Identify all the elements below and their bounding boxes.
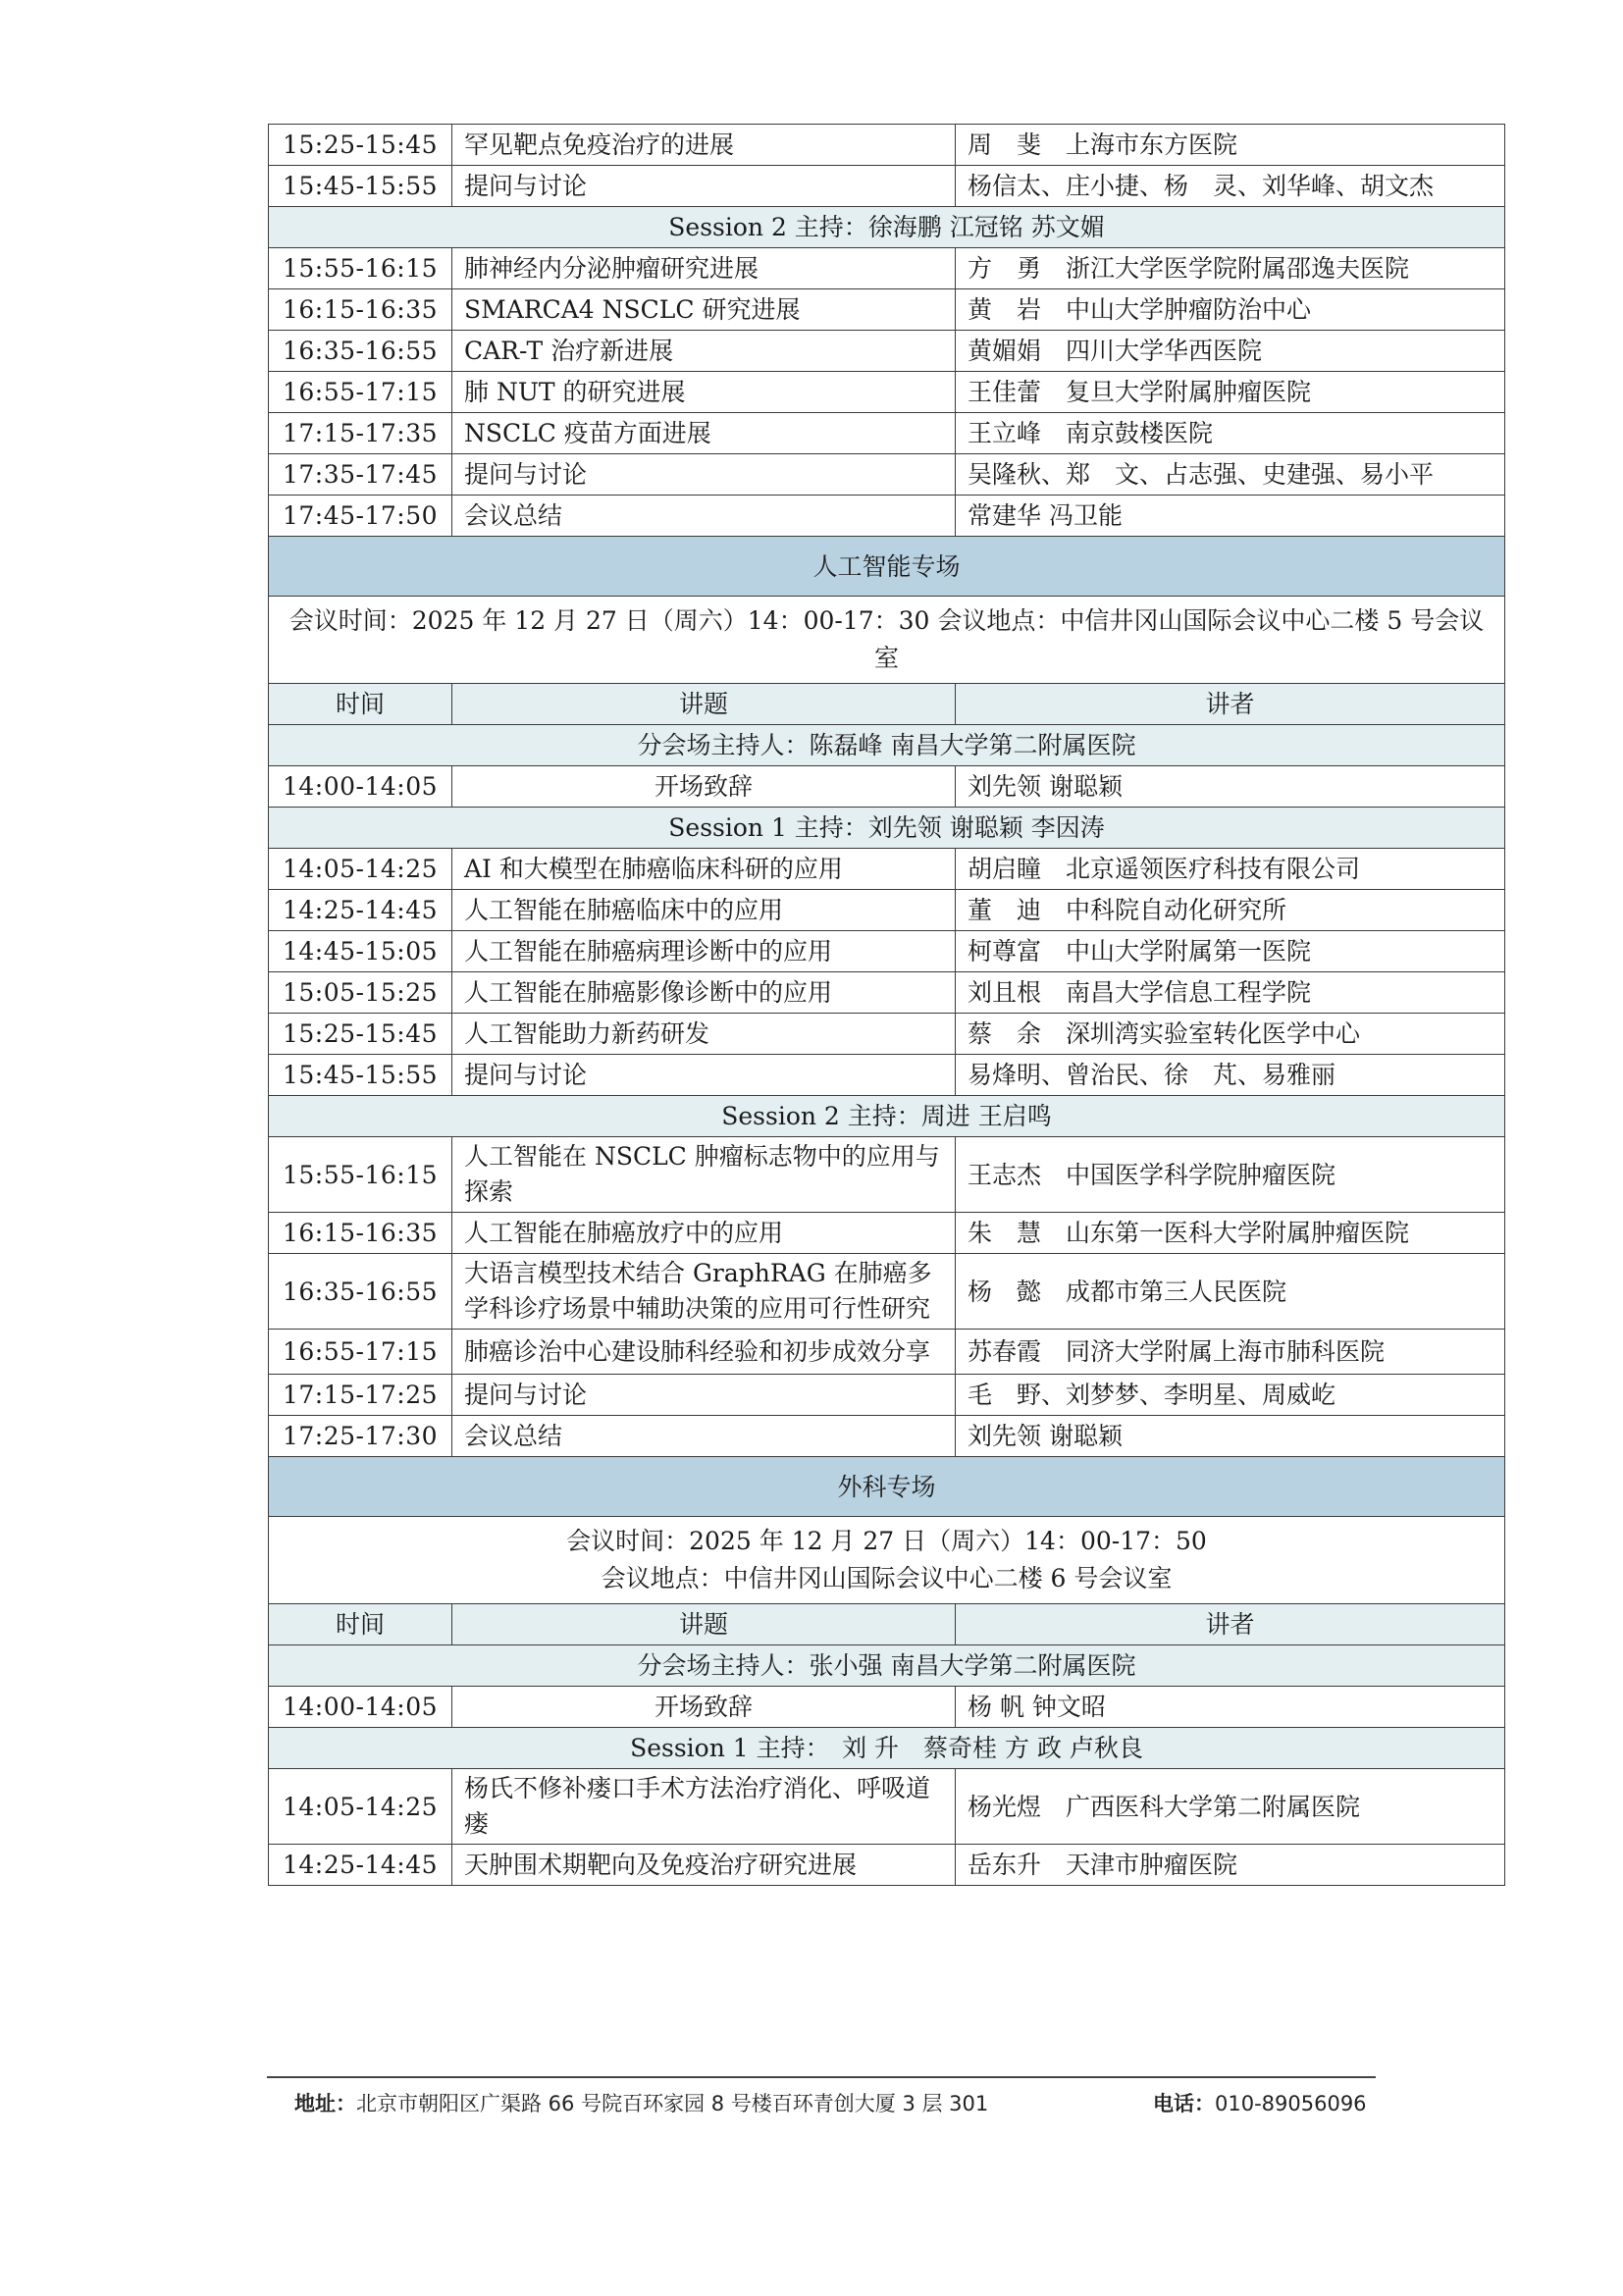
cell-time: 14:25-14:45: [269, 890, 452, 931]
table-row: [269, 413, 1505, 454]
cell-time: 15:05-15:25: [269, 972, 452, 1014]
table-row: [269, 1687, 1505, 1728]
cell-speaker: 方 勇 浙江大学医学院附属邵逸夫医院: [956, 248, 1505, 289]
session-row-text: Session 1 主持： 刘 升 蔡奇桂 方 政 卢秋良: [269, 1728, 1505, 1769]
cell-time: 14:00-14:05: [269, 1687, 452, 1728]
header-topic: 讲题: [452, 684, 956, 725]
cell-speaker: 苏春霞 同济大学附属上海市肺科医院: [956, 1330, 1505, 1375]
cell-speaker: 黄媚娟 四川大学华西医院: [956, 331, 1505, 372]
table-row: [269, 1014, 1505, 1055]
table-row: [269, 372, 1505, 413]
address-label: 地址：: [294, 2092, 356, 2115]
cell-topic: 肺 NUT 的研究进展: [452, 372, 956, 413]
cell-time: 16:55-17:15: [269, 1330, 452, 1375]
cell-time: 16:35-16:55: [269, 1254, 452, 1330]
table-header-row: [269, 1604, 1505, 1645]
cell-speaker: 岳东升 天津市肿瘤医院: [956, 1845, 1505, 1886]
cell-time: 17:25-17:30: [269, 1416, 452, 1457]
cell-speaker: 周 斐 上海市东方医院: [956, 125, 1505, 166]
cell-topic: 提问与讨论: [452, 454, 956, 496]
cell-speaker: 王佳蕾 复旦大学附属肿瘤医院: [956, 372, 1505, 413]
table-row: [269, 766, 1505, 808]
cell-time: 16:15-16:35: [269, 1213, 452, 1254]
moderator-row-text: 分会场主持人：陈磊峰 南昌大学第二附属医院: [269, 725, 1505, 766]
header-speaker: 讲者: [956, 684, 1505, 725]
cell-speaker: 王立峰 南京鼓楼医院: [956, 413, 1505, 454]
table-row: [269, 289, 1505, 331]
table-row: [269, 454, 1505, 496]
cell-time: 15:45-15:55: [269, 1055, 452, 1096]
cell-topic: 人工智能在肺癌放疗中的应用: [452, 1213, 956, 1254]
footer-address: [294, 2088, 1153, 2117]
section-title-text: 人工智能专场: [269, 537, 1505, 597]
cell-speaker: 王志杰 中国医学科学院肿瘤医院: [956, 1137, 1505, 1213]
cell-topic: 人工智能在 NSCLC 肿瘤标志物中的应用与探索: [452, 1137, 956, 1213]
cell-time: 15:45-15:55: [269, 166, 452, 207]
section-title-text: 外科专场: [269, 1457, 1505, 1517]
table-row: [269, 931, 1505, 972]
cell-time: 14:00-14:05: [269, 766, 452, 808]
cell-topic: 罕见靶点免疫治疗的进展: [452, 125, 956, 166]
cell-topic: 肺癌诊治中心建设肺科经验和初步成效分享: [452, 1330, 956, 1375]
cell-speaker: 胡启瞳 北京遥领医疗科技有限公司: [956, 849, 1505, 890]
cell-speaker: 吴隆秋、郑 文、占志强、史建强、易小平: [956, 454, 1505, 496]
cell-topic: 开场致辞: [452, 1687, 956, 1728]
cell-topic: 提问与讨论: [452, 166, 956, 207]
cell-topic: NSCLC 疫苗方面进展: [452, 413, 956, 454]
cell-time: 16:35-16:55: [269, 331, 452, 372]
cell-speaker: 杨信太、庄小捷、杨 灵、刘华峰、胡文杰: [956, 166, 1505, 207]
cell-speaker: 柯尊富 中山大学附属第一医院: [956, 931, 1505, 972]
cell-time: 15:55-16:15: [269, 248, 452, 289]
table-row: [269, 248, 1505, 289]
cell-topic: CAR-T 治疗新进展: [452, 331, 956, 372]
session-row: [269, 1728, 1505, 1769]
phone-text: 010-89056096: [1215, 2092, 1367, 2115]
table-row: [269, 1137, 1505, 1213]
address-text: 北京市朝阳区广渠路 66 号院百环家园 8 号楼百环青创大厦 3 层 301: [356, 2092, 989, 2115]
header-time: 时间: [269, 1604, 452, 1645]
cell-speaker: 朱 慧 山东第一医科大学附属肿瘤医院: [956, 1213, 1505, 1254]
section-title: [269, 1457, 1505, 1517]
cell-topic: 人工智能在肺癌临床中的应用: [452, 890, 956, 931]
cell-time: 17:35-17:45: [269, 454, 452, 496]
table-row: [269, 1416, 1505, 1457]
cell-topic: 人工智能在肺癌影像诊断中的应用: [452, 972, 956, 1014]
cell-topic: AI 和大模型在肺癌临床科研的应用: [452, 849, 956, 890]
table-row: [269, 1375, 1505, 1416]
cell-topic: 会议总结: [452, 496, 956, 537]
cell-speaker: 毛 野、刘梦梦、李明星、周威屹: [956, 1375, 1505, 1416]
table-row: [269, 1254, 1505, 1330]
session-row: [269, 207, 1505, 248]
cell-speaker: 易烽明、曾治民、徐 芃、易雅丽: [956, 1055, 1505, 1096]
cell-topic: 提问与讨论: [452, 1055, 956, 1096]
meeting-info: [269, 1517, 1505, 1604]
table-row: [269, 1055, 1505, 1096]
cell-topic: 人工智能助力新药研发: [452, 1014, 956, 1055]
cell-topic: 人工智能在肺癌病理诊断中的应用: [452, 931, 956, 972]
cell-speaker: 杨 帆 钟文昭: [956, 1687, 1505, 1728]
cell-speaker: 杨光煜 广西医科大学第二附属医院: [956, 1769, 1505, 1845]
cell-speaker: 杨 懿 成都市第三人民医院: [956, 1254, 1505, 1330]
session-row: [269, 808, 1505, 849]
cell-time: 17:15-17:25: [269, 1375, 452, 1416]
footer-phone: [1153, 2088, 1367, 2117]
cell-speaker: 刘且根 南昌大学信息工程学院: [956, 972, 1505, 1014]
cell-time: 15:25-15:45: [269, 1014, 452, 1055]
table-row: [269, 890, 1505, 931]
cell-time: 14:45-15:05: [269, 931, 452, 972]
table-row: [269, 331, 1505, 372]
cell-speaker: 董 迪 中科院自动化研究所: [956, 890, 1505, 931]
footer: [294, 2088, 1393, 2117]
table-row: [269, 1213, 1505, 1254]
table-row: [269, 1769, 1505, 1845]
table-row: [269, 496, 1505, 537]
cell-topic: 开场致辞: [452, 766, 956, 808]
section-title: [269, 537, 1505, 597]
session-row-text: Session 2 主持：徐海鹏 江冠铭 苏文媚: [269, 207, 1505, 248]
cell-topic: 大语言模型技术结合 GraphRAG 在肺癌多学科诊疗场景中辅助决策的应用可行性研究: [452, 1254, 956, 1330]
header-time: 时间: [269, 684, 452, 725]
cell-speaker: 刘先领 谢聪颖: [956, 766, 1505, 808]
moderator-row-text: 分会场主持人：张小强 南昌大学第二附属医院: [269, 1645, 1505, 1687]
cell-time: 16:15-16:35: [269, 289, 452, 331]
cell-time: 14:05-14:25: [269, 849, 452, 890]
table-row: [269, 1330, 1505, 1375]
session-row: [269, 1096, 1505, 1137]
table-row: [269, 1845, 1505, 1886]
phone-label: 电话：: [1153, 2092, 1215, 2115]
cell-speaker: 黄 岩 中山大学肿瘤防治中心: [956, 289, 1505, 331]
cell-time: 14:05-14:25: [269, 1769, 452, 1845]
cell-topic: 会议总结: [452, 1416, 956, 1457]
cell-speaker: 常建华 冯卫能: [956, 496, 1505, 537]
cell-time: 17:45-17:50: [269, 496, 452, 537]
session-row-text: Session 2 主持：周进 王启鸣: [269, 1096, 1505, 1137]
session-row-text: Session 1 主持：刘先领 谢聪颖 李因涛: [269, 808, 1505, 849]
cell-time: 15:55-16:15: [269, 1137, 452, 1213]
cell-time: 16:55-17:15: [269, 372, 452, 413]
meeting-info-text: 会议时间：2025 年 12 月 27 日（周六）14：00-17：50 会议地点：中信井冈山国际会议中心二楼 6 号会议室: [269, 1517, 1505, 1604]
schedule-table: [268, 124, 1505, 1886]
table-row: [269, 849, 1505, 890]
cell-topic: 杨氏不修补瘘口手术方法治疗消化、呼吸道瘘: [452, 1769, 956, 1845]
meeting-info: [269, 597, 1505, 684]
cell-topic: 提问与讨论: [452, 1375, 956, 1416]
header-topic: 讲题: [452, 1604, 956, 1645]
cell-topic: 肺神经内分泌肿瘤研究进展: [452, 248, 956, 289]
table-header-row: [269, 684, 1505, 725]
cell-speaker: 刘先领 谢聪颖: [956, 1416, 1505, 1457]
header-speaker: 讲者: [956, 1604, 1505, 1645]
moderator-row: [269, 725, 1505, 766]
cell-time: 15:25-15:45: [269, 125, 452, 166]
cell-time: 17:15-17:35: [269, 413, 452, 454]
table-row: [269, 125, 1505, 166]
cell-speaker: 蔡 余 深圳湾实验室转化医学中心: [956, 1014, 1505, 1055]
cell-topic: SMARCA4 NSCLC 研究进展: [452, 289, 956, 331]
moderator-row: [269, 1645, 1505, 1687]
cell-topic: 天肿围术期靶向及免疫治疗研究进展: [452, 1845, 956, 1886]
table-row: [269, 166, 1505, 207]
table-row: [269, 972, 1505, 1014]
footer-divider: [267, 2076, 1376, 2078]
meeting-info-text: 会议时间：2025 年 12 月 27 日（周六）14：00-17：30 会议地点：中信井冈山国际会议中心二楼 5 号会议室: [269, 597, 1505, 684]
cell-time: 14:25-14:45: [269, 1845, 452, 1886]
